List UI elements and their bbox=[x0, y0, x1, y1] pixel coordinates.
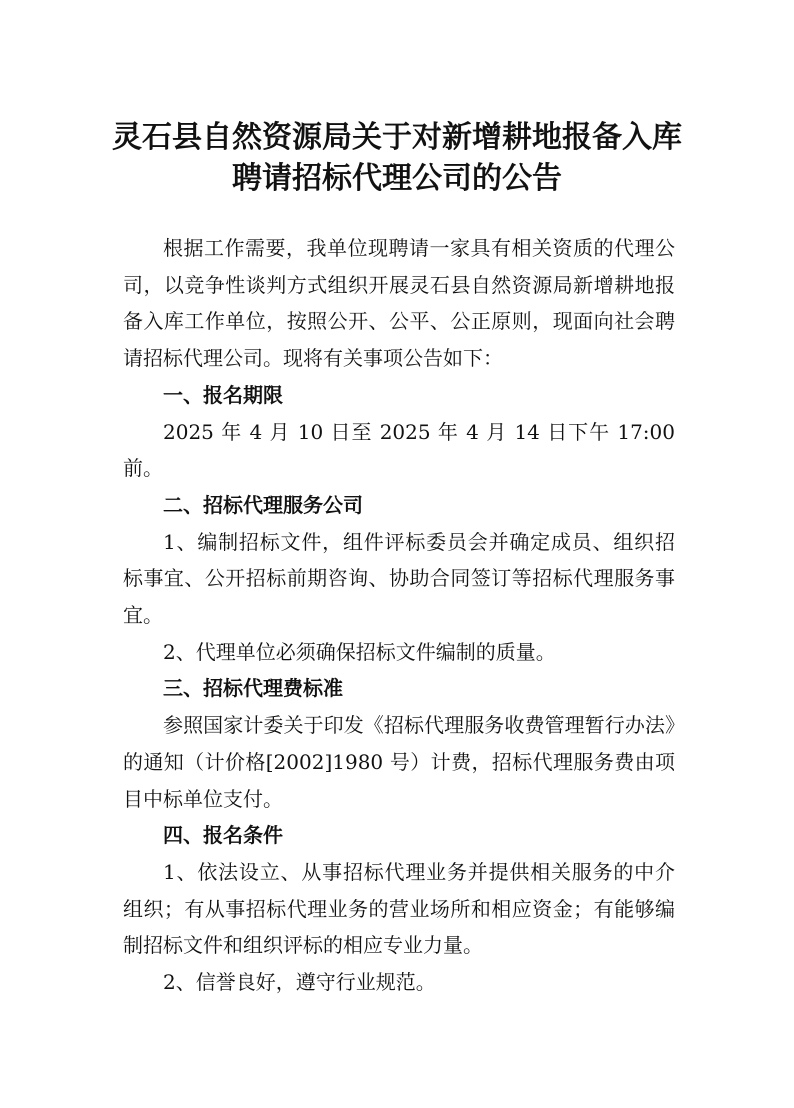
agency-services-item-2: 2、代理单位必须确保招标文件编制的质量。 bbox=[163, 639, 556, 664]
section-heading-fee-standard: 三、招标代理费标准 bbox=[163, 676, 343, 701]
section-heading-registration-period: 一、报名期限 bbox=[163, 382, 283, 407]
document-title-line-2: 聘请招标代理公司的公告 bbox=[232, 161, 562, 196]
document-title-line-1: 灵石县自然资源局关于对新增耕地报备入库 bbox=[112, 120, 682, 155]
intro-paragraph: 根据工作需要，我单位现聘请一家具有相关资质的代理公司，以竞争性谈判方式组织开展灵石县自然资源局新增耕地报备入库工作单位，按照公开、公平、公正原则，现面向社会聘请招标代理公司。现将有关事项公告如下： bbox=[123, 236, 675, 371]
document-body bbox=[123, 230, 675, 1001]
registration-period-text: 2025 年 4 月 10 日至 2025 年 4 月 14 日下午 17:00 前。 bbox=[123, 419, 675, 481]
eligibility-item-2: 2、信誉良好，遵守行业规范。 bbox=[163, 970, 436, 995]
section-heading-eligibility: 四、报名条件 bbox=[163, 823, 283, 848]
agency-services-item-1: 1、编制招标文件，组件评标委员会并确定成员、组织招标事宜、公开招标前期咨询、协助合同签订等招标代理服务事宜。 bbox=[123, 529, 675, 628]
section-heading-agency-services: 二、招标代理服务公司 bbox=[163, 492, 363, 517]
fee-standard-text: 参照国家计委关于印发《招标代理服务收费管理暂行办法》的通知（计价格[2002]1980 号）计费，招标代理服务费由项目中标单位支付。 bbox=[123, 713, 675, 811]
eligibility-item-1: 1、依法设立、从事招标代理业务并提供相关服务的中介组织；有从事招标代理业务的营业场所和相应资金；有能够编制招标文件和组织评标的相应专业力量。 bbox=[123, 859, 675, 958]
